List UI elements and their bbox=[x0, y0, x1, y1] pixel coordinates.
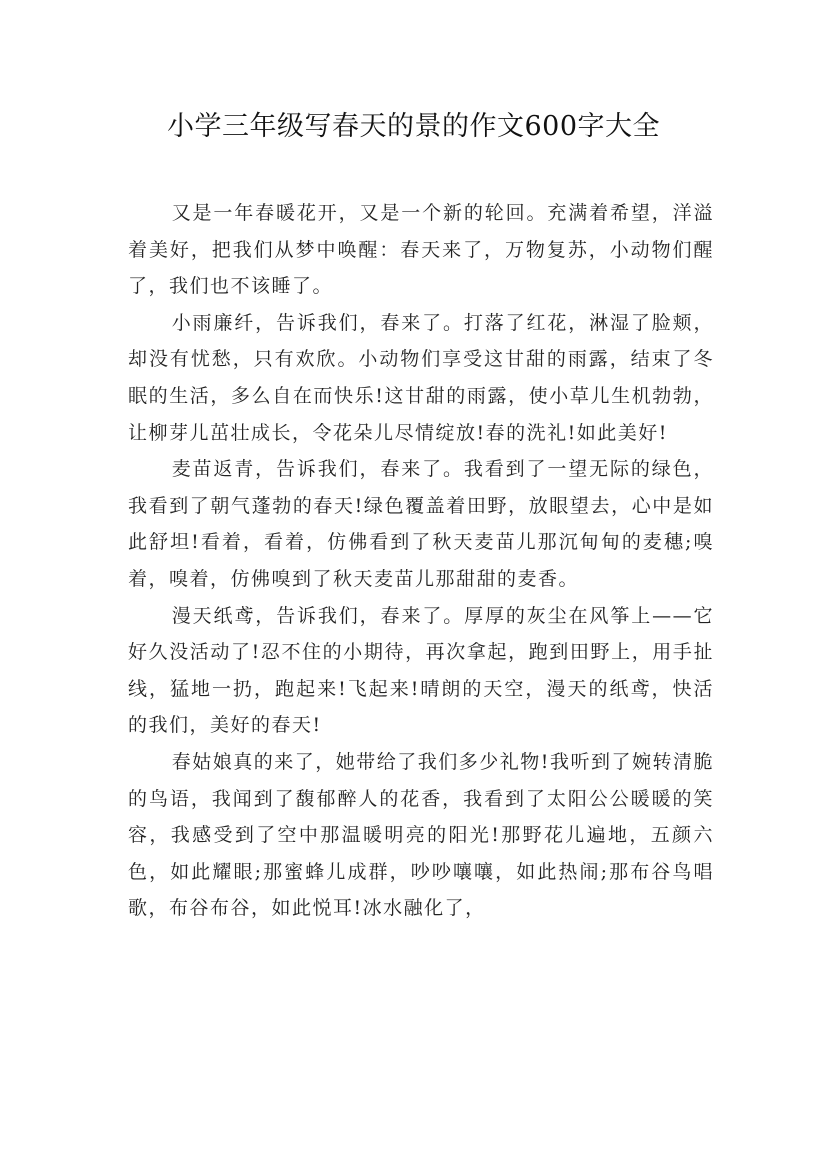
paragraph-2: 小雨廉纤，告诉我们，春来了。打落了红花，淋湿了脸颊，却没有忧愁，只有欢欣。小动物们享受这甘甜的雨露，结束了冬眠的生活，多么自在而快乐!这甘甜的雨露，使小草儿生机勃勃，让柳芽儿茁壮成长，令花朵儿尽情绽放!春的洗礼!如此美好! bbox=[128, 311, 714, 444]
paragraph-1: 又是一年春暖花开，又是一个新的轮回。充满着希望，洋溢着美好，把我们从梦中唤醒：春天来了，万物复苏，小动物们醒了，我们也不该睡了。 bbox=[128, 202, 714, 298]
paragraph-3: 麦苗返青，告诉我们，春来了。我看到了一望无际的绿色，我看到了朝气蓬勃的春天!绿色覆盖着田野，放眼望去，心中是如此舒坦!看着，看着，仿佛看到了秋天麦苗儿那沉甸甸的麦穗;嗅着，嗅着，仿佛嗅到了秋天麦苗儿那甜甜的麦香。 bbox=[128, 458, 714, 590]
paragraph-5: 春姑娘真的来了，她带给了我们多少礼物!我听到了婉转清脆的鸟语，我闻到了馥郁醉人的花香，我看到了太阳公公暖暖的笑容，我感受到了空中那温暖明亮的阳光!那野花儿遍地，五颜六色，如此耀眼;那蜜蜂儿成群，吵吵嚷嚷，如此热闹;那布谷鸟唱歌，布谷布谷，如此悦耳!冰水融化了， bbox=[128, 750, 714, 920]
document-title: 小学三年级写春天的景的作文600字大全 bbox=[166, 111, 661, 142]
paragraph-4: 漫天纸鸢，告诉我们，春来了。厚厚的灰尘在风筝上——它好久没活动了!忍不住的小期待，再次拿起，跑到田野上，用手扯线，猛地一扔，跑起来!飞起来!晴朗的天空，漫天的纸鸢，快活的我们，美好的春天! bbox=[128, 604, 714, 737]
document-body bbox=[128, 195, 714, 927]
